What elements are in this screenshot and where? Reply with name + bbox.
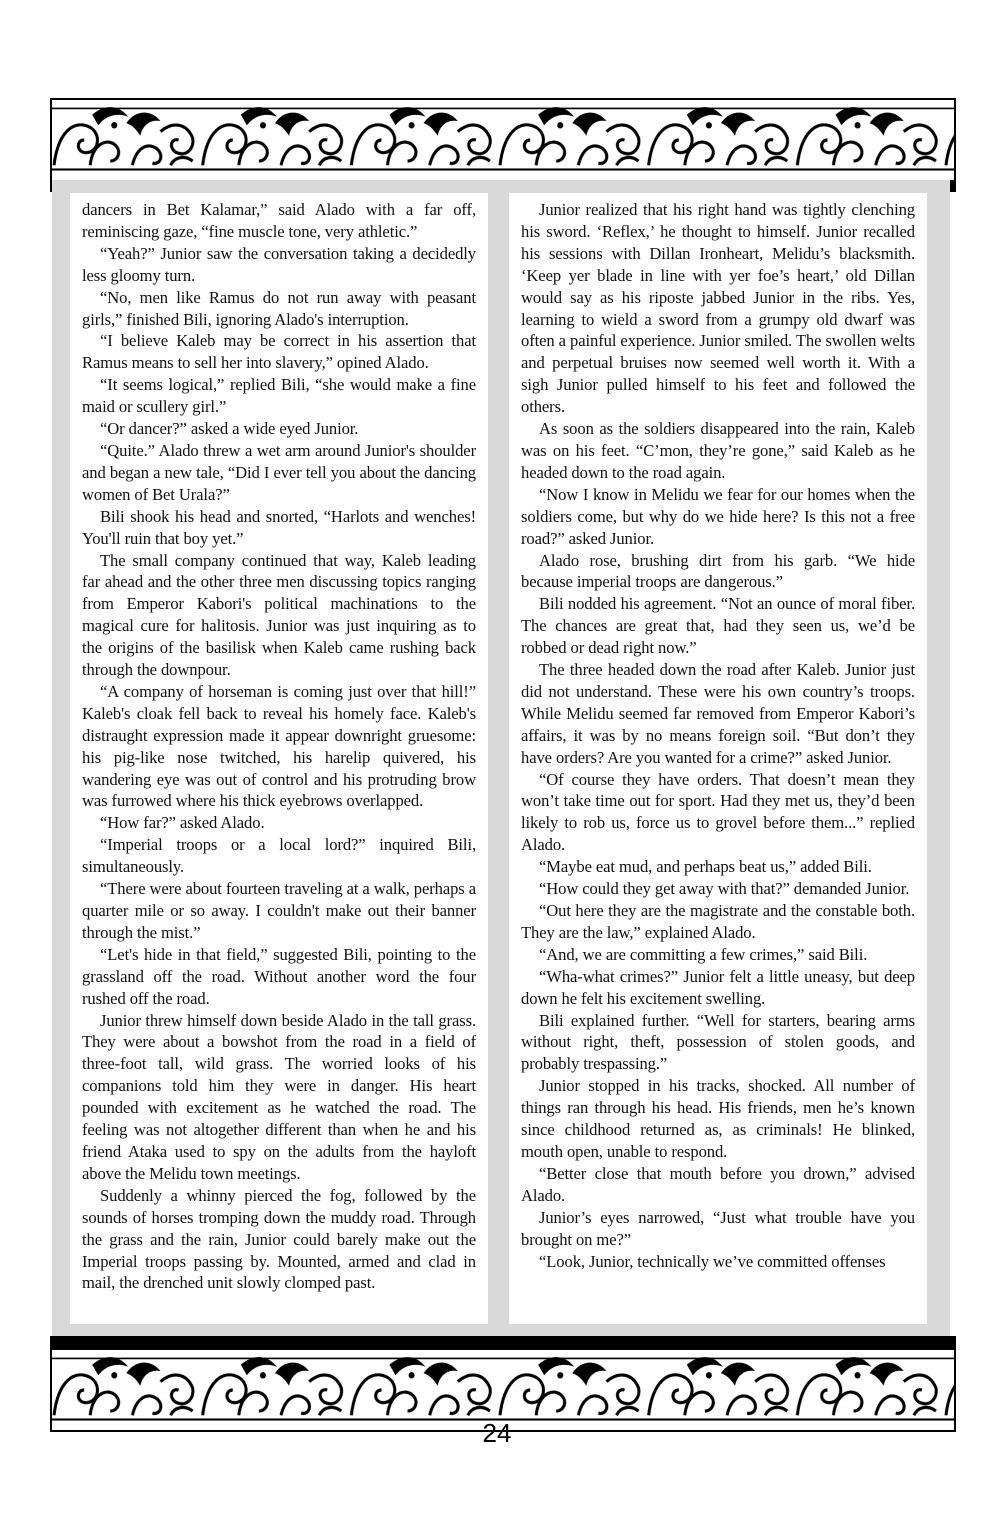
paragraph: “It seems logical,” replied Bili, “she would make a fine maid or scullery girl.”	[82, 375, 476, 417]
paragraph: “Now I know in Melidu we fear for our homes when the soldiers come, but why do we hide here? Is this not a free road?” asked Junior.	[521, 484, 915, 548]
paragraph: Bili shook his head and snorted, “Harlots and wenches! You'll ruin that boy yet.”	[82, 506, 476, 548]
page-number: 24	[482, 1418, 512, 1448]
scroll-vine-ornament-icon	[52, 100, 954, 180]
paragraph: “Imperial troops or a local lord?” inquired Bili, simultaneously.	[82, 835, 476, 877]
top-ornamental-border	[50, 98, 956, 192]
paragraph: “Out here they are the magistrate and the constable both. They are the law,” explained Alado.	[521, 901, 915, 942]
paragraph: The three headed down the road after Kaleb. Junior just did not understand. These were his own country’s troops. While Melidu seemed far removed from Emperor Kabori’s affairs, it was by no means foreign soil. “But don’t they have orders? Are you wanted for a crime?” asked Junior.	[521, 660, 915, 767]
paragraph: Bili explained further. “Well for starters, bearing arms without right, theft, possession of stolen goods, and probably trespassing.”	[521, 1010, 915, 1074]
paragraph: Suddenly a whinny pierced the fog, followed by the sounds of horses tromping down the muddy road. Through the grass and the rain, Junior could barely make out the Imperial troops passing by. Mounted, armed and clad in mail, the drenched unit slowly clomped past.	[82, 1185, 476, 1293]
paragraph: “Or dancer?” asked a wide eyed Junior.	[100, 419, 359, 439]
paragraph: Junior realized that his right hand was tightly clenching his sword. ‘Reflex,’ he thought to himself. Junior recalled his sessions with Dillan Ironheart, Melidu’s blacksmith. ‘Keep yer blade in line with yer foe’s heart,’ old Dillan would say as his riposte jabbed Junior in the ribs. Yes, learning to wield a sword from a grumpy old dwarf was often a painful experience. Junior smiled. The swollen welts and perpetual bruises now seemed well worth it. With a sigh Junior pulled himself to his feet and followed the others.	[521, 200, 915, 417]
paragraph: dancers in Bet Kalamar,” said Alado with a far off, reminiscing gaze, “fine muscle tone, very athletic.”	[82, 200, 476, 241]
paragraph: “Quite.” Alado threw a wet arm around Junior's shoulder and began a new tale, “Did I ever tell you about the dancing women of Bet Urala?”	[82, 440, 476, 504]
paragraph: As soon as the soldiers disappeared into the rain, Kaleb was on his feet. “C’mon, they’re gone,” said Kaleb as he headed down to the road again.	[521, 419, 915, 482]
paragraph: Bili nodded his agreement. “Not an ounce of moral fiber. The chances are great that, had they seen us, we’d be robbed or dead right now.”	[521, 594, 915, 658]
paragraph: “How far?” asked Alado.	[100, 813, 265, 833]
paragraph: “And, we are committing a few crimes,” said Bili.	[539, 944, 868, 964]
paragraph: “Better close that mouth before you drown,” advised Alado.	[521, 1163, 915, 1205]
paragraph: Junior’s eyes narrowed, “Just what trouble have you brought on me?”	[521, 1207, 915, 1249]
paragraph: “Wha-what crimes?” Junior felt a little uneasy, but deep down he felt his excitement swelling.	[521, 966, 915, 1008]
paragraph: “There were about fourteen traveling at a walk, perhaps a quarter mile or so away. I couldn't make out their banner through the mist.”	[82, 879, 476, 942]
paragraph: “Of course they have orders. That doesn’t mean they won’t take time out for sport. Had they met us, they’d been likely to rob us, force us to grovel before them...” replied Alado.	[521, 769, 915, 855]
left-text-column	[70, 193, 488, 1324]
paragraph: “Let's hide in that field,” suggested Bili, pointing to the grassland off the road. Without another word the four rushed off the road.	[82, 944, 476, 1008]
paragraph: “Yeah?” Junior saw the conversation taking a decidedly less gloomy turn.	[82, 243, 476, 285]
paragraph: “I believe Kaleb may be correct in his assertion that Ramus means to sell her into slavery,” opined Alado.	[82, 331, 476, 373]
paragraph: “A company of horseman is coming just over that hill!” Kaleb's cloak fell back to reveal his homely face. Kaleb's distraught expression made it appear downright gruesome: his pig-like nose twitched, his harelip quivered, his wandering eye was out of control and his protruding brow was furrowed where his thick eyebrows overlapped.	[82, 681, 476, 811]
paragraph: Alado rose, brushing dirt from his garb. “We hide because imperial troops are dangerous.”	[521, 550, 915, 592]
paragraph: “Look, Junior, technically we’ve committed offenses	[539, 1251, 886, 1271]
paragraph: “Maybe eat mud, and perhaps beat us,” added Bili.	[539, 857, 872, 877]
paragraph: “How could they get away with that?” demanded Junior.	[539, 879, 910, 899]
right-text-column	[509, 193, 927, 1324]
paragraph: The small company continued that way, Kaleb leading far ahead and the other three men discussing topics ranging from Emperor Kabori's political machinations to the magical cure for halitosis. Junior was just inquiring as to the origins of the basilisk when Kaleb came rushing back through the downpour.	[82, 550, 476, 680]
paragraph: Junior stopped in his tracks, shocked. All number of things ran through his head. His friends, men he’s known since childhood returned as, as criminals! He blinked, mouth open, unable to respond.	[521, 1076, 915, 1161]
paragraph: Junior threw himself down beside Alado in the tall grass. They were about a bowshot from the road in a field of three-foot tall, wild grass. The worried looks of his companions told him they were in danger. His heart pounded with excitement as he watched the road. The feeling was not altogether different than when he and his friend Ataka used to spy on the adults from the hayloft above the Melidu town meetings.	[82, 1010, 476, 1183]
paragraph: “No, men like Ramus do not run away with peasant girls,” finished Bili, ignoring Alado's interruption.	[82, 287, 476, 329]
